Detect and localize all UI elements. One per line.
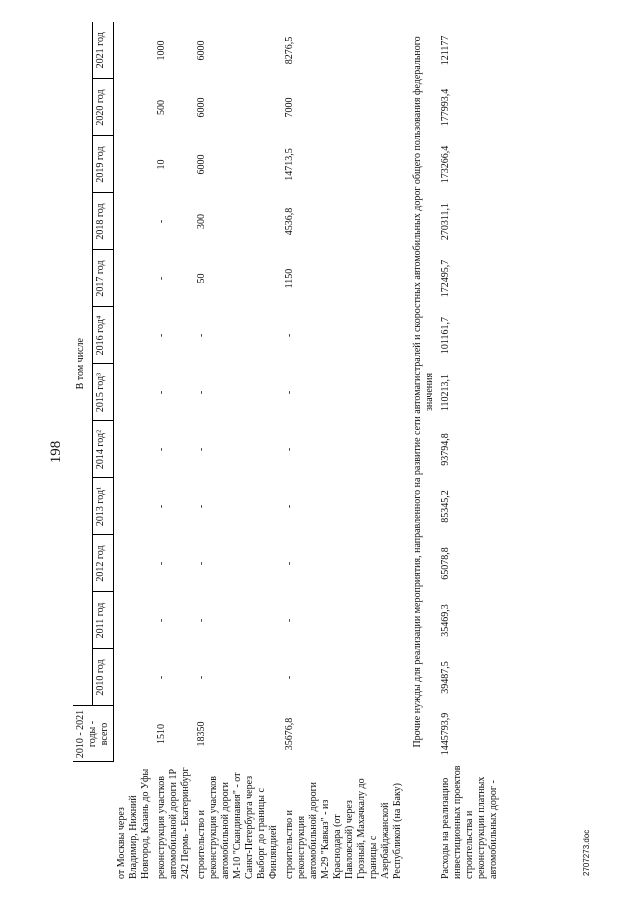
row-value	[114, 250, 154, 307]
row-value: -	[195, 390, 207, 395]
header-year: 2019 год	[93, 136, 114, 193]
header-year: 2020 год	[93, 79, 114, 136]
row-value: -	[283, 333, 295, 338]
row-value	[114, 136, 154, 193]
row-value: 85345,2	[439, 490, 451, 523]
row-value: 101161,7	[439, 316, 451, 355]
table-row	[194, 22, 282, 882]
header-empty	[73, 762, 93, 882]
row-value: 270311,1	[439, 202, 451, 241]
section-note: Прочие нужды для реализации мероприятия, направленного на развитие сети автомагистралей и скоростных автомобильных дорог общего пользования федерального значения	[411, 36, 435, 748]
row-value	[114, 22, 154, 79]
row-value: 4536,8	[283, 207, 295, 236]
row-value	[114, 478, 154, 535]
row-value: 300	[195, 214, 207, 229]
row-value: -	[283, 390, 295, 395]
row-value: 65078,8	[439, 547, 451, 580]
header-year: 2015 год³	[93, 364, 114, 421]
header-total: 2010 - 2021 годы - всего	[73, 706, 114, 762]
footer-doc-code: 2707273.doc	[582, 829, 591, 876]
row-total: 18350	[195, 721, 207, 747]
row-value	[114, 364, 154, 421]
row-value: -	[155, 219, 167, 224]
row-value: -	[155, 618, 167, 623]
row-value: 1150	[283, 268, 295, 289]
header-empty	[93, 762, 114, 882]
row-value: 93794,8	[439, 433, 451, 466]
row-label: строительство и реконструкция автомобильной дороги М-29 "Кавказ" - из Краснодара (от Павловской) через Грозный, Махачкалу до границы с Азербайджанской Республикой (на Баку)	[283, 778, 403, 879]
budget-table	[73, 22, 502, 882]
row-total	[114, 706, 154, 762]
row-value	[114, 421, 154, 478]
table-row	[438, 22, 502, 882]
row-label: реконструкция участков автомобильной дороги 1Р 242 Пермь - Екатеринбург	[155, 767, 191, 879]
row-value: 500	[155, 100, 167, 115]
row-value: -	[283, 675, 295, 680]
row-value	[114, 592, 154, 649]
page-number: 198	[48, 440, 64, 464]
header-year: 2016 год⁴	[93, 307, 114, 364]
row-value	[114, 193, 154, 250]
row-value: -	[195, 504, 207, 509]
header-year: 2018 год	[93, 193, 114, 250]
row-label: строительство и реконструкция участков автомобильной дороги М-10 "Скандинавия" - от Санкт-Петербурга через Выборг до границы с Финляндией	[195, 772, 279, 879]
row-value: 10	[155, 159, 167, 170]
table-row	[282, 22, 406, 882]
row-value: 172495,7	[439, 259, 451, 298]
row-value: -	[155, 276, 167, 281]
header-year: 2010 год	[93, 649, 114, 706]
row-value: 8276,5	[283, 36, 295, 65]
header-year: 2017 год	[93, 250, 114, 307]
table-row	[154, 22, 194, 882]
row-value: 121177	[439, 35, 451, 66]
row-value: -	[155, 561, 167, 566]
row-value: -	[155, 390, 167, 395]
row-value	[114, 535, 154, 592]
row-value: 110213,1	[439, 373, 451, 412]
row-value	[114, 649, 154, 706]
row-label: от Москвы через Владимир, Нижний Новгород, Казань до Уфы	[115, 768, 151, 879]
row-value: -	[195, 618, 207, 623]
table-row	[114, 22, 154, 882]
rotated-content	[40, 22, 600, 882]
header-in-total: В том числе	[73, 22, 93, 706]
row-value: -	[195, 675, 207, 680]
row-total: 1510	[155, 724, 167, 744]
row-label: Расходы на реализацию инвестиционных проектов строительства и реконструкции платных автомобильных дорог -	[439, 765, 499, 879]
row-value: -	[283, 447, 295, 452]
row-value: -	[283, 504, 295, 509]
row-value: -	[155, 675, 167, 680]
row-value: 6000	[195, 154, 207, 175]
header-year: 2021 год	[93, 22, 114, 79]
row-value: -	[283, 618, 295, 623]
header-row-1	[73, 22, 93, 882]
row-total: 1445793,9	[439, 712, 451, 756]
row-value: 14713,5	[283, 148, 295, 181]
row-value: 177993,4	[439, 88, 451, 127]
header-year: 2012 год	[93, 535, 114, 592]
row-value: -	[283, 561, 295, 566]
header-year: 2014 год²	[93, 421, 114, 478]
row-value: -	[195, 333, 207, 338]
row-value: 7000	[283, 97, 295, 118]
row-value: 173266,4	[439, 145, 451, 184]
row-value: 6000	[195, 40, 207, 61]
row-value: -	[155, 504, 167, 509]
row-value: 39487,5	[439, 661, 451, 694]
header-year: 2013 год¹	[93, 478, 114, 535]
row-value: -	[195, 561, 207, 566]
row-value: 35469,3	[439, 604, 451, 637]
row-value: 50	[195, 273, 207, 284]
header-year: 2011 год	[93, 592, 114, 649]
section-note-row	[406, 22, 438, 882]
row-value: 1000	[155, 40, 167, 61]
row-value	[114, 79, 154, 136]
row-value: -	[155, 447, 167, 452]
row-total: 35676,8	[283, 717, 295, 751]
row-value: 6000	[195, 97, 207, 118]
row-value: -	[195, 447, 207, 452]
row-value: -	[155, 333, 167, 338]
row-value	[114, 307, 154, 364]
